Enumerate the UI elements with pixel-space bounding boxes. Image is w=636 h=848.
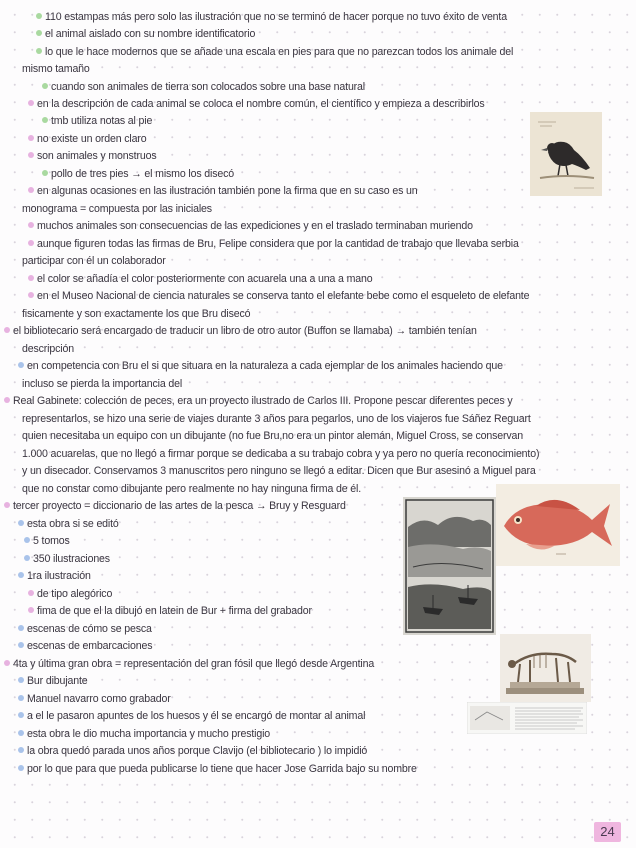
note-line [18,743,367,760]
bullet-dot-icon [36,13,42,19]
note-line [36,26,255,43]
red-fish-watercolor [496,484,620,566]
note-line [42,166,234,183]
note-line [28,96,485,113]
note-line [36,44,513,61]
note-line-text: tercer proyecto = diccionario de las artes de la pesca → Bruy y Resguard [13,500,346,512]
bullet-dot-icon [24,537,30,543]
bullet-dot-icon [42,170,48,176]
note-line-text: no existe un orden claro [37,133,147,145]
bullet-dot-icon [18,747,24,753]
fossil-skeleton-engraving [500,634,591,702]
bird-illustration [530,112,602,196]
note-line [22,341,74,358]
note-line [28,148,156,165]
note-line [28,288,529,305]
bullet-dot-icon [18,572,24,578]
bullet-dot-icon [4,502,10,508]
fishing-scene-engraving [403,497,496,635]
bullet-dot-icon [18,730,24,736]
note-line [4,323,477,340]
note-line [18,691,171,708]
note-line-text: aunque figuren todas las firmas de Bru, Felipe considera que por la cantidad de trabajo que llevaba serbia [37,238,519,250]
note-line [42,113,152,130]
bullet-dot-icon [24,555,30,561]
note-line [22,446,539,463]
note-line-text: quien necesitaba un equipo con un dibujante (no fue Bru,no era un pintor alemán, Miguel Cross, se conservan [22,430,524,442]
bullet-dot-icon [4,397,10,403]
note-line [18,358,503,375]
note-line-text: de tipo alegórico [37,588,113,600]
note-line [22,253,166,270]
bullet-dot-icon [28,275,34,281]
note-line [22,306,250,323]
note-line-text: 1ra ilustración [27,570,91,582]
note-line [18,621,152,638]
note-line [18,673,87,690]
bullet-dot-icon [28,152,34,158]
note-line-text: Manuel navarro como grabador [27,693,171,705]
bullet-dot-icon [28,222,34,228]
note-line [22,481,361,498]
note-line-text: el bibliotecario será encargado de traducir un libro de otro autor (Buffon se llamaba) → también tenían [13,325,477,337]
bullet-dot-icon [18,642,24,648]
note-line [28,183,418,200]
note-line-text: en algunas ocasiones en las ilustración también pone la firma que en su caso es un [37,185,418,197]
note-line-text: esta obra le dio mucha importancia y mucho prestigio [27,728,271,740]
note-line-text: fima de que el la dibujó en latein de Bur + firma del grabador [37,605,312,617]
note-line [28,131,146,148]
note-line-text: el animal aislado con su nombre identificatorio [45,28,256,40]
note-line [18,568,91,585]
note-line-text: participar con él un colaborador [22,255,166,267]
bullet-dot-icon [18,765,24,771]
note-line-text: tmb utiliza notas al pie [51,115,153,127]
bullet-dot-icon [36,48,42,54]
note-line [22,376,182,393]
note-line-text: representarlos, se hizo una serie de viajes durante 3 años para pegarlos, uno de los viajeros fue Sáñez Reguart [22,413,531,425]
note-line-text: 4ta y última gran obra = representación del gran fósil que llegó desde Argentina [13,658,375,670]
note-line-text: la obra quedó parada unos años porque Clavijo (el bibliotecario ) lo impidió [27,745,368,757]
note-line-text: mismo tamaño [22,63,90,75]
bullet-dot-icon [28,187,34,193]
note-line-text: 1.000 acuarelas, que no llegó a firmar porque se dedicaba a su trabajo cobra y ya pero no quería reconocimiento) [22,448,540,460]
note-line-text: 350 ilustraciones [33,553,110,565]
bullet-dot-icon [36,30,42,36]
note-line-text: y un disecador. Conservamos 3 manuscritos pero ninguno se llegó a editar. Dicen que Bur asesinó a Miguel para [22,465,536,477]
note-line-text: 5 tomos [33,535,70,547]
note-line [24,533,70,550]
note-line-text: son animales y monstruos [37,150,157,162]
bullet-dot-icon [4,327,10,333]
bullet-dot-icon [4,660,10,666]
note-line-text: 110 estampas más pero solo las ilustración que no se terminó de hacer porque no tuvo éxito de venta [45,11,507,23]
note-line [28,271,372,288]
page-number: 24 [594,822,621,842]
note-line-text: monograma = compuesta por las iniciales [22,203,212,215]
bullet-dot-icon [28,240,34,246]
note-line-text: cuando son animales de tierra son colocados sobre una base natural [51,81,366,93]
note-line-text: esta obra si se editó [27,518,119,530]
bullet-dot-icon [18,625,24,631]
bullet-dot-icon [18,362,24,368]
note-line-text: incluso se pierda la importancia del [22,378,183,390]
note-line [36,9,507,26]
note-line [18,761,417,778]
note-line-text: en competencia con Bru el si que situara en la naturaleza a cada ejemplar de los animales haciendo que [27,360,503,372]
note-line [22,201,212,218]
note-line [28,236,519,253]
bullet-dot-icon [42,117,48,123]
bullet-dot-icon [28,135,34,141]
note-line-text: el color se añadía el color posteriormente con acuarela una a una a mano [37,273,373,285]
note-line [28,586,112,603]
note-line-text: a el le pasaron apuntes de los huesos y él se encargó de montar al animal [27,710,366,722]
note-line-text: pollo de tres pies → el mismo los disecó [51,168,235,180]
note-line-text: muchos animales son consecuencias de las expediciones y en el traslado terminaban muriendo [37,220,473,232]
bullet-dot-icon [28,607,34,613]
note-line [18,638,152,655]
bullet-dot-icon [28,292,34,298]
note-line [42,79,365,96]
note-line-text: escenas de cómo se pesca [27,623,152,635]
note-line-text: Bur dibujante [27,675,88,687]
bullet-dot-icon [28,100,34,106]
note-line [24,551,110,568]
note-line-text: lo que le hace modernos que se añade una escala en pies para que no parezcan todos los animale del [45,46,514,58]
bullet-dot-icon [42,83,48,89]
note-line [18,516,119,533]
note-line-text: por lo que para que pueda publicarse lo tiene que hacer Jose Garrida bajo su nombre [27,763,417,775]
note-line [22,463,536,480]
note-line [18,726,270,743]
note-line [22,411,531,428]
note-line [22,428,523,445]
note-line-text: que no constar como dibujante pero realmente no hay ninguna firma de él. [22,483,362,495]
note-line-text: descripción [22,343,74,355]
bullet-dot-icon [18,520,24,526]
bullet-dot-icon [18,695,24,701]
fossil-document-scan [467,702,587,734]
note-line [28,603,312,620]
note-line [28,218,473,235]
note-line [4,393,513,410]
bullet-dot-icon [18,677,24,683]
note-line-text: en la descripción de cada animal se coloca el nombre común, el científico y empieza a describirlos [37,98,485,110]
note-line-text: escenas de embarcaciones [27,640,153,652]
bullet-dot-icon [18,712,24,718]
note-line [18,708,365,725]
note-line-text: fisicamente y son exactamente los que Bru disecó [22,308,251,320]
note-line [4,498,346,515]
note-line-text: en el Museo Nacional de ciencia naturales se conserva tanto el elefante bebe como el esqueleto de elefante [37,290,530,302]
note-line [22,61,90,78]
note-line-text: Real Gabinete: colección de peces, era un proyecto ilustrado de Carlos III. Propone pescar diferentes peces y [13,395,513,407]
bullet-dot-icon [28,590,34,596]
note-line [4,656,374,673]
